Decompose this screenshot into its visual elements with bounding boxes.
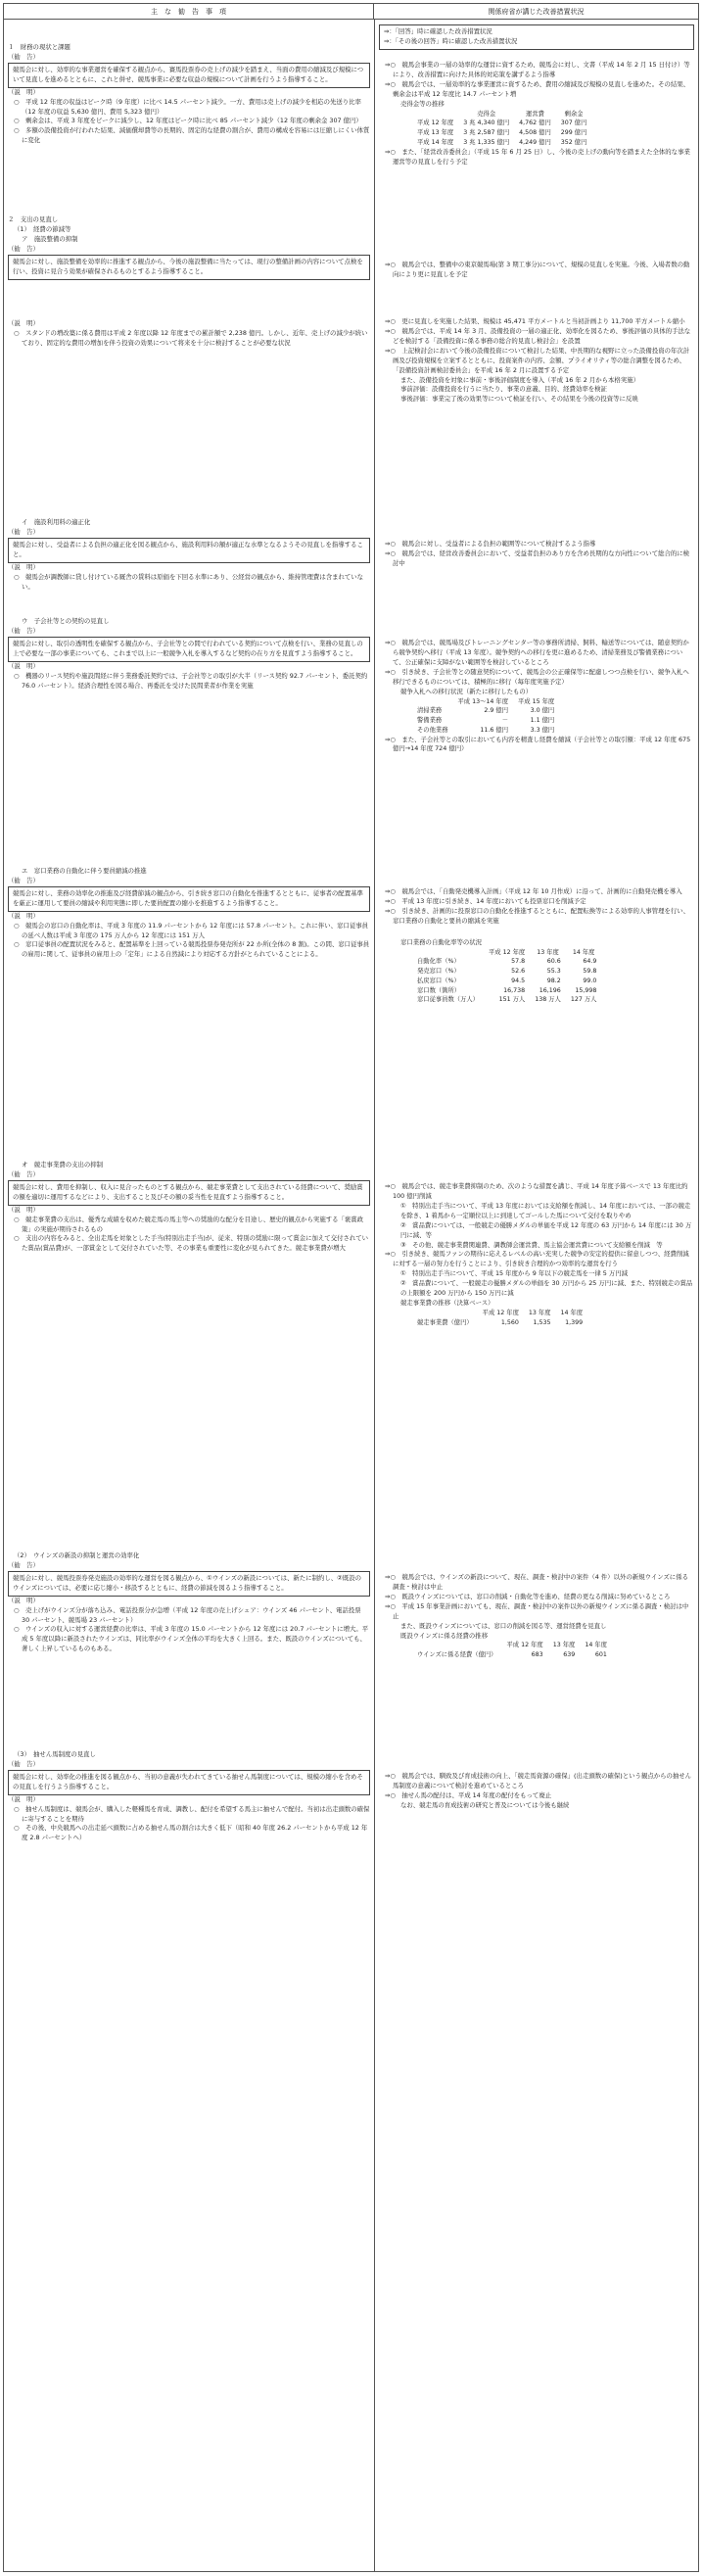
section-3-setsumei-label: （説 明） <box>8 562 39 571</box>
section-7-left <box>8 1551 370 1654</box>
table-cell: 1,560 <box>500 1318 519 1326</box>
section-8-response-1: ⇒○ 競馬会では、馴致及び育成技術の向上、「競走馬資源の確保」(出走頭数の確保)という観点からの抽せん馬制度の意義について検討を進めているところ <box>385 1772 692 1789</box>
table-cell: 1,535 <box>533 1318 551 1326</box>
table-header-row <box>412 1641 612 1650</box>
section-1-response-2: ⇒○ 競馬会では、一層効率的な事業運営に資するため、費用の縮減及び規模の見直しを進めた。その結果、剰余金は平成 12 年度比 14.7 パーセント増 <box>385 79 690 98</box>
table-cell: 16,738 <box>503 986 526 994</box>
section-6-response-6: ① 特別出走手当について、平成 15 年度から 9 年以下の競走馬を一律 5 万円減 <box>400 1269 629 1278</box>
table-cell: 平成 15 年度 <box>518 697 555 705</box>
table-cell: 警備業務 <box>417 717 443 725</box>
table-row <box>412 1318 587 1328</box>
table-cell: 13 年度 <box>552 1642 576 1649</box>
header-left: 主 な 勧 告 事 項 <box>4 4 374 20</box>
table-cell: 3.0 億円 <box>530 707 555 715</box>
table-cell: 平成 13～14 年度 <box>457 697 508 705</box>
section-6-right <box>379 1182 694 1327</box>
table-cell: 4,249 億円 <box>519 138 551 146</box>
table-header-row <box>412 110 591 119</box>
table-cell <box>412 1641 501 1650</box>
section-6-response-3: ② 賞品費については、一般競走の優勝メダルの単価を平成 12 年度の 63 万円から 14 年度には 30 万円に減、等 <box>400 1220 692 1239</box>
section-6-setsumei-label: （説 明） <box>8 1205 39 1214</box>
header-right: 関係府省が講じた改善措置状況 <box>374 4 698 20</box>
section-3-right <box>379 540 694 569</box>
section-5-response-2: ⇒○ 平成 13 年度に引き続き、14 年度においても投票窓口を削減予定 <box>385 896 586 905</box>
section-4-explanation-1: ○ 機器のリース契約や施設間経に伴う業務委託契約では、子会社等との取引が大半（リース契約 92.7 パーセント、委託契約 76.0 パーセント）。経済合理性を図る場合、再委託を受けた民間業者が作業を実施 <box>14 671 370 690</box>
table-cell: 14 年度 <box>585 1642 607 1649</box>
table-cell: 平成 13 年度 <box>417 129 454 137</box>
table-cell <box>412 697 452 707</box>
section-5-explanation-2: ○ 窓口従事員の配置状況をみると、配置基準を上回っている競馬投票券発売所が 22 か所(全体の 8 割)。この間、窓口従事員の雇用に関して、従事員の雇用上の「定年」による自然減により対応する方針がとられていることによる。 <box>14 940 370 959</box>
table-cell: 307 億円 <box>560 119 587 127</box>
section-2-response-1: ⇒○ 競馬会では、整備中の東京競馬場(第 3 期工事分)について、規模の見直しを実施。今後、入場者数の動向により更に見直しを予定 <box>385 261 690 278</box>
section-6-response-2: ① 特別出走手当について、平成 13 年度においては支給額を削減し、14 年度においては、一部の競走を除き、1 着馬から一定順位以上に到達してゴールした馬について交付を取りやめ <box>400 1201 691 1219</box>
section-3-recommendation: 競馬会に対し、受益者による負担の適正化を図る観点から、施設利用料の額が適正な水準となるようその見直しを指導すること。 <box>8 538 370 563</box>
table-cell: － <box>501 717 508 725</box>
table-cell: 4,762 億円 <box>519 119 551 127</box>
section-5-response-1: ⇒○ 競馬会では、「自動発売機導入計画」（平成 12 年 10 月作成）に沿って、計画的に自動発売機を導入 <box>385 887 682 895</box>
section-5-sub: エ 窓口業務の自動化に伴う要員縮減の推進 <box>22 867 147 875</box>
section-1-table <box>412 110 591 148</box>
section-8-response-3: なお、競走馬の育成技術の研究と普及については今後も継続 <box>400 1800 570 1809</box>
section-5-right <box>379 887 694 1005</box>
table-cell: 平成 12 年度 <box>482 1309 519 1316</box>
section-6-table <box>412 1309 587 1328</box>
table-cell: 1.1 億円 <box>530 717 555 725</box>
section-6-recommendation: 競馬会に対し、費用を抑制し、収入に見合ったものとする観点から、競走事業費として支出されている経費について、奨励賞の額を適切に運用するなどにより、支出すること及びその額の妥当性を見直すよう指導すること。 <box>8 1180 370 1206</box>
section-1-setsumei-label: （説 明） <box>8 87 39 96</box>
section-1-kankoku-label: （勧 告） <box>8 52 39 61</box>
table-cell: ウインズに係る経費（億円） <box>417 1651 497 1659</box>
table-cell: 売得金 <box>477 110 496 118</box>
table-row <box>412 986 601 996</box>
table-cell <box>412 1309 478 1318</box>
section-5-response-3: ⇒○ 引き続き、計画的に投票窓口の自動化を推進するとともに、配置転換等による効率的人事管理を行い、窓口業務の自動化と要員の縮減を実施 <box>385 906 690 925</box>
table-cell: 剰余金 <box>564 110 584 118</box>
section-2-sub-1: （1） 経費の節減等 <box>14 224 71 233</box>
table-cell <box>412 948 484 958</box>
section-5-setsumei-label: （説 明） <box>8 911 39 920</box>
section-3-left <box>8 518 370 592</box>
table-cell: 299 億円 <box>560 129 587 137</box>
section-1-right <box>379 61 694 167</box>
table-cell: 60.6 <box>546 958 561 966</box>
table-cell: 清掃業務 <box>417 707 443 715</box>
table-cell: 98.2 <box>546 977 561 984</box>
section-4-response-2: ⇒○ 引き続き、子会社等との随意契約について、競馬会の公正確保等に配慮しつつ点検を行い、競争入札へ移行できるものについては、積極的に移行（毎年度実施予定） <box>385 667 689 686</box>
section-8-left <box>8 1750 370 1843</box>
section-1-explanation-2: ○ 剰余金は、平成 3 年度をピークに減少し、12 年度はピーク時に比べ 85 パーセント減少（12 年度の剰余金 307 億円） <box>14 117 362 125</box>
section-6-table-caption: 競走事業費の推移（決算ベース） <box>400 1299 494 1308</box>
table-row <box>412 119 591 128</box>
section-6-explanation-1: ○ 競走事業費の支出は、優秀な成績を収めた競走馬の馬主等への奨励的な配分を目途し、歴史的観点から実施する「褒賞政策」の実施が期待されるもの <box>14 1215 364 1233</box>
section-7-response-2: ⇒○ 既設ウインズについては、窓口の削減・自動化等を進め、経費の更なる削減に努めているところ <box>385 1592 671 1600</box>
table-cell: 3 兆 4,340 億円 <box>463 119 510 127</box>
table-cell: 平成 12 年度 <box>488 948 526 956</box>
table-cell: 64.9 <box>583 958 597 966</box>
section-8-explanation-1: ○ 抽せん馬制度は、競馬会が、購入した軽種馬を育成、調教し、配付を希望する馬主に抽せんで配付。当初は出走頭数の確保に寄与することを期待 <box>14 1804 370 1823</box>
section-8-recommendation: 競馬会に対し、効率化の推進を図る観点から、当初の意義が失われてきている抽せん馬制度については、規模の縮小を含めその見直しを行うよう指導すること。 <box>8 1770 370 1795</box>
table-cell: 平成 12 年度 <box>506 1642 543 1649</box>
section-1-left <box>8 43 370 146</box>
section-2-kankoku-label: （勧 告） <box>8 244 39 253</box>
section-2-left <box>8 215 370 280</box>
table-cell: 127 万人 <box>570 996 597 1004</box>
section-2-left-expl <box>8 319 370 349</box>
table-cell: 16,196 <box>539 986 561 994</box>
section-6-response-5: ⇒○ 引き続き、競馬ファンの期待に応えるレベルの高い充実した競争の安定的提供に留意しつつ、経費削減に対する一層の努力を行うことにより、引き続き合理的かつ効率的な運営を行う <box>385 1250 689 1268</box>
column-divider <box>374 20 375 2571</box>
table-cell: 競走事業費（億円） <box>417 1318 473 1326</box>
section-5-recommendation: 競馬会に対し、業務の効率化の推進及び経費節減の観点から、引き続き窓口の自動化を推進するとともに、従事者の配置基準を厳正に運用して要員の縮減や利用実態に即した要員配置の縮小を推進するよう指導すること。 <box>8 886 370 912</box>
table-cell: 平成 14 年度 <box>417 138 454 146</box>
table-header-row <box>412 948 601 958</box>
table-row <box>412 138 591 148</box>
section-7-recommendation: 競馬会に対し、競馬投票券発売施設の効率的な運営を図る観点から、①ウインズの新設については、新たに制約し、②既設のウインズについては、必要に応じ縮小・移設するとともに、経費の節減を図るよう指導すること。 <box>8 1571 370 1597</box>
section-2-setsumei-label: （説 明） <box>8 319 39 327</box>
table-cell: 683 <box>531 1651 543 1659</box>
table-cell: 自動化率（%） <box>417 958 460 966</box>
table-cell: 14 年度 <box>572 948 595 956</box>
table-row <box>412 716 559 726</box>
section-3-response-2: ⇒○ 競馬会では、経営改善委員会において、受益者負担のあり方を含め長期的な方向性について総合的に検討中 <box>385 549 690 567</box>
section-5-table <box>412 948 601 1006</box>
section-4-kankoku-label: （勧 告） <box>8 626 39 635</box>
table-cell: 352 億円 <box>560 138 587 146</box>
document-sheet <box>3 3 699 2572</box>
table-cell: 151 万人 <box>498 996 526 1004</box>
section-5-left <box>8 867 370 960</box>
section-4-table-caption: 競争入札への移行状況（新たに移行したもの） <box>400 687 533 695</box>
section-2-right-b <box>379 317 694 405</box>
table-cell: 13 年度 <box>528 1309 551 1316</box>
section-8-response-2: ⇒○ 抽せん馬の配付は、平成 14 年度の配付をもって廃止 <box>385 1790 552 1799</box>
table-header-row <box>412 697 559 707</box>
section-2-response-7: 事後評価：事業完了後の効果等について検証を行い、その結果を今後の投資等に反映 <box>400 395 638 404</box>
section-7-response-1: ⇒○ 競馬会では、ウインズの新設について、現在、調査・検討中の案件（4 件）以外の新規ウインズに係る調査・検討は中止 <box>385 1573 688 1591</box>
section-8-kankoku-label: （勧 告） <box>8 1759 39 1768</box>
table-cell: 払戻窓口（%） <box>417 977 460 984</box>
section-7-response-4: また、既設ウインズについては、窓口の削減を図る等、運営経費を見直し <box>400 1621 607 1630</box>
section-7-table <box>412 1641 612 1660</box>
section-6-response-7: ② 賞品費について、一般競走の優勝メダルの単価を 30 万円から 25 万円に減、また、特別競走の賞品の上限額を 200 万円から 150 万円に減 <box>400 1279 693 1298</box>
legend-box <box>379 24 694 50</box>
table-cell: 平成 12 年度 <box>417 119 454 127</box>
section-1-response-1: ⇒○ 競馬会事業の一層の効率的な運営に資するため、競馬会に対し、文書（平成 14 年 2 月 15 日付け）等により、改善措置に向けた具体的対応策を講ずるよう指導 <box>385 61 690 78</box>
table-cell: 55.3 <box>546 968 561 976</box>
table-cell <box>412 110 458 119</box>
section-6-kankoku-label: （勧 告） <box>8 1169 39 1178</box>
table-cell: 14 年度 <box>560 1309 584 1316</box>
section-4-response-4: ⇒○ また、子会社等との取引においても内容を精査し経費を縮減（子会社等との取引額：平成 12 年度 675 億円→14 年度 724 億円） <box>385 735 693 753</box>
section-7-explanation-2: ○ ウインズの収入に対する運営経費の比率は、平成 3 年度の 15.0 パーセントから 12 年度には 20.7 パーセントに増大。平成 5 年度以降に新設されたウインズは、同比率がウインズ全体の平均を大きく上回る。また、既設のウインズについても、著しく上昇しているものもある。 <box>14 1625 369 1653</box>
section-1-explanation-1: ○ 平成 12 年度の収益はピーク時（9 年度）に比べ 14.5 パーセント減少。一方、費用は売上げの減少を相応の先送り比率（12 年度の収益 5,630 億円、費用 5,323 億円） <box>14 97 361 116</box>
section-2-response-3: ⇒○ 競馬会では、平成 14 年 3 月、設備投資の一層の適正化、効率化を図るため、事後評価の具体的手法などを検討する「設備投資に係る事務の総合的見直し検討会」を設置 <box>385 326 691 345</box>
section-2-response-6: 事前評価：設備投資を行うに当たり、事業の意義、目的、経費効率を検証 <box>400 385 607 394</box>
section-2-explanation-1: ○ スタンドの増改築に係る費用は平成 2 年度以降 12 年度までの累計額で 2,238 億円。しかし、近年、売上げの減少が続いており、固定的な費用の増加を伴う投資の効果について将来を十分に検討することが必要な状況 <box>14 328 368 347</box>
section-1-explanation-3: ○ 多額の設備投資が行われた結果、減価償却費等の長期的、固定的な経費の割合が、費用の構成を容易には圧縮しにくい体質に変化 <box>14 126 370 145</box>
section-4-left <box>8 617 370 691</box>
section-4-table <box>412 697 559 736</box>
section-1-table-caption: 売得金等の推移 <box>400 99 445 108</box>
table-cell: 3 兆 1,335 億円 <box>463 138 510 146</box>
table-cell: 52.6 <box>511 968 526 976</box>
section-3-response-1: ⇒○ 競馬会に対し、受益者による負担の範囲等について検討するよう指導 <box>385 540 596 548</box>
legend-line-2: ⇒：「その後の回答」時に確認した改善措置状況 <box>384 36 518 45</box>
section-3-kankoku-label: （勧 告） <box>8 527 39 536</box>
section-8-setsumei-label: （説 明） <box>8 1794 39 1803</box>
table-row <box>412 706 559 716</box>
section-1-title: １ 財務の現状と課題 <box>8 43 70 51</box>
section-7-sub: （2） ウインズの新設の抑制と運営の効率化 <box>14 1551 140 1559</box>
section-7-response-3: ⇒○ 平成 15 年事業計画においても、現在、調査・検討中の案件以外の新規ウインズに係る調査・検討は中止 <box>385 1601 689 1620</box>
section-7-kankoku-label: （勧 告） <box>8 1560 39 1569</box>
table-cell: 138 万人 <box>535 996 561 1004</box>
section-6-response-1: ⇒○ 競馬会では、競走事業費抑制のため、次のような措置を講じ、平成 14 年度予算ベースで 13 年度比約 100 億円削減 <box>385 1182 690 1200</box>
legend-line-1: ⇒：「回答」時に確認した改善措置状況 <box>384 27 492 35</box>
section-6-response-4: ③ その他、競走事業費関連費、調教師会運営費、馬主協会運営費について支給額を削減 等 <box>400 1240 663 1249</box>
section-7-setsumei-label: （説 明） <box>8 1596 39 1604</box>
section-4-response-1: ⇒○ 競馬会では、競馬場及びトレーニングセンター等の事務所清掃、飼料、輸送等については、随意契約から競争契約へ移行（平成 13 年度）。競争契約への移行を更に進めるため、清掃業務及び警備業務について、公正確保に支障がない範囲等を検討しているところ <box>385 639 689 666</box>
table-cell: 99.0 <box>583 977 597 984</box>
table-row <box>412 957 601 967</box>
section-5-table-caption: 窓口業務の自動化率等の状況 <box>400 937 483 946</box>
table-row <box>412 1650 612 1660</box>
section-2-response-2: ⇒○ 更に見直しを実施した結果、規模は 45,471 平方メートルと当初計画より 11,700 平方メートル縮小 <box>385 317 685 325</box>
table-cell: 2.9 億円 <box>484 707 508 715</box>
table-cell: 94.5 <box>511 977 526 984</box>
table-header-row <box>412 1309 587 1318</box>
section-8-right <box>379 1772 694 1811</box>
section-7-right <box>379 1573 694 1660</box>
section-2-right-a <box>379 261 694 280</box>
table-cell: 1,399 <box>565 1318 584 1326</box>
table-row <box>412 128 591 138</box>
section-2-title: ２ 支出の見直し <box>8 215 59 223</box>
table-cell: 639 <box>563 1651 576 1659</box>
table-cell: 15,998 <box>575 986 597 994</box>
table-cell: 11.6 億円 <box>480 726 508 734</box>
table-cell: 3 兆 2,587 億円 <box>463 129 510 137</box>
section-6-left <box>8 1161 370 1254</box>
section-4-recommendation: 競馬会に対し、取引の透明性を確保する観点から、子会社等との間で行われている契約について点検を行い、業務の見直しの上で必要な一部の事業についても、これまで以上に一般競争入札を導入するなど契約の在り方を見直すよう指導すること。 <box>8 637 370 662</box>
table-cell: 57.8 <box>511 958 526 966</box>
table-cell: 運営費 <box>526 110 544 118</box>
section-4-setsumei-label: （説 明） <box>8 661 39 670</box>
table-cell: 窓口従事員数（万人） <box>417 996 479 1004</box>
section-4-sub: ウ 子会社等との契約の見直し <box>22 617 110 625</box>
section-7-explanation-1: ○ 売上げがウインズ分が落ち込み、電話投票分が急増（平成 12 年度の売上げシェア：ウインズ 46 パーセント、電話投票 30 パーセント、競馬場 23 パーセント） <box>14 1605 363 1624</box>
table-cell: 601 <box>594 1651 607 1659</box>
section-5-explanation-1: ○ 競馬会の窓口の自動化率は、平成 3 年度の 11.9 パーセントから 12 年度には 57.8 パーセント。これに伴い、窓口従事員の延べ人数は平成 3 年度の 175 万人から 12 年度には 151 万人 <box>14 921 369 939</box>
section-2-sub-a: ア 施設整備の抑制 <box>22 234 78 243</box>
section-8-explanation-2: ○ その後、中央競馬への出走延べ頭数に占める抽せん馬の割合は大きく低下（昭和 40 年度 26.2 パーセントから平成 12 年度 2.8 パーセントへ） <box>14 1824 368 1842</box>
section-2-recommendation: 競馬会に対し、施設整備を効率的に推進する観点から、今後の施設整備に当たっては、現行の整備計画の内容について点検を行い、投資に見合う効果が確保されるものとするよう指導すること。 <box>8 255 370 280</box>
table-cell: 59.8 <box>583 968 597 976</box>
section-1-recommendation: 競馬会に対し、効率的な事業運営を確保する観点から、賽馬投票券の売上げの減少を踏まえ、当面の費用の縮減及び規模について見直しを進めるとともに、これと併せ、競馬事業に必要な収益の規模について計画を行うよう指導すること。 <box>8 63 370 88</box>
table-row <box>412 977 601 986</box>
section-4-right <box>379 639 694 754</box>
section-2-response-5: また、設備投資を対象に事前・事後評価制度を導入（平成 16 年 2 月から本格実施） <box>400 375 639 384</box>
table-cell: 窓口数（箇所） <box>417 986 461 994</box>
table-cell: その他業務 <box>417 726 448 734</box>
table-cell: 3.3 億円 <box>530 726 555 734</box>
section-5-kankoku-label: （勧 告） <box>8 876 39 884</box>
section-3-sub: イ 施設利用料の適正化 <box>22 518 91 526</box>
section-6-sub: オ 競走事業費の支出の抑制 <box>22 1161 104 1169</box>
table-cell: 13 年度 <box>537 948 559 956</box>
table-row <box>412 726 559 736</box>
section-2-response-4: ⇒○ 上記検討会において今後の設備投資について検討した結果、中長期的な視野に立った設備投資の年次計画及び投資規模を立案するとともに、投資案件の内容、金額、プライオリティ等の総合調整を図るため、「設備投資計画検討委員会」を平成 16 年 2 月に設置する予定 <box>385 346 690 374</box>
table-row <box>412 967 601 977</box>
table-cell: 4,508 億円 <box>519 129 551 137</box>
table-cell: 発売窓口（%） <box>417 968 460 976</box>
section-7-table-caption: 既設ウインズに係る経費の推移 <box>400 1631 489 1640</box>
section-1-response-4: ⇒○ また、「経営改善委員会」（平成 15 年 6 月 25 日）し、今後の売上げの動向等を踏まえた全体的な事業運営等の見直しを行う予定 <box>385 147 690 166</box>
section-6-explanation-2: ○ 支出の内容をみると、全出走馬を対象とした手当(特別出走手当)が、従来、特別の奨励に限って賞金に加えて交付されていた賞品(賞品費)が、一部賞金として交付されていた等、その事業も重要性に変化が見られてきた。競走事業費が増大 <box>14 1234 369 1253</box>
section-8-sub: （3） 抽せん馬制度の見直し <box>14 1750 96 1758</box>
table-row <box>412 995 601 1005</box>
section-3-explanation-1: ○ 競馬会が調教師に貸し付けている厩舎の賃料は原価を下回る水準にあり、公経営の観点から、維持管理費は含まれていない。 <box>14 572 364 591</box>
